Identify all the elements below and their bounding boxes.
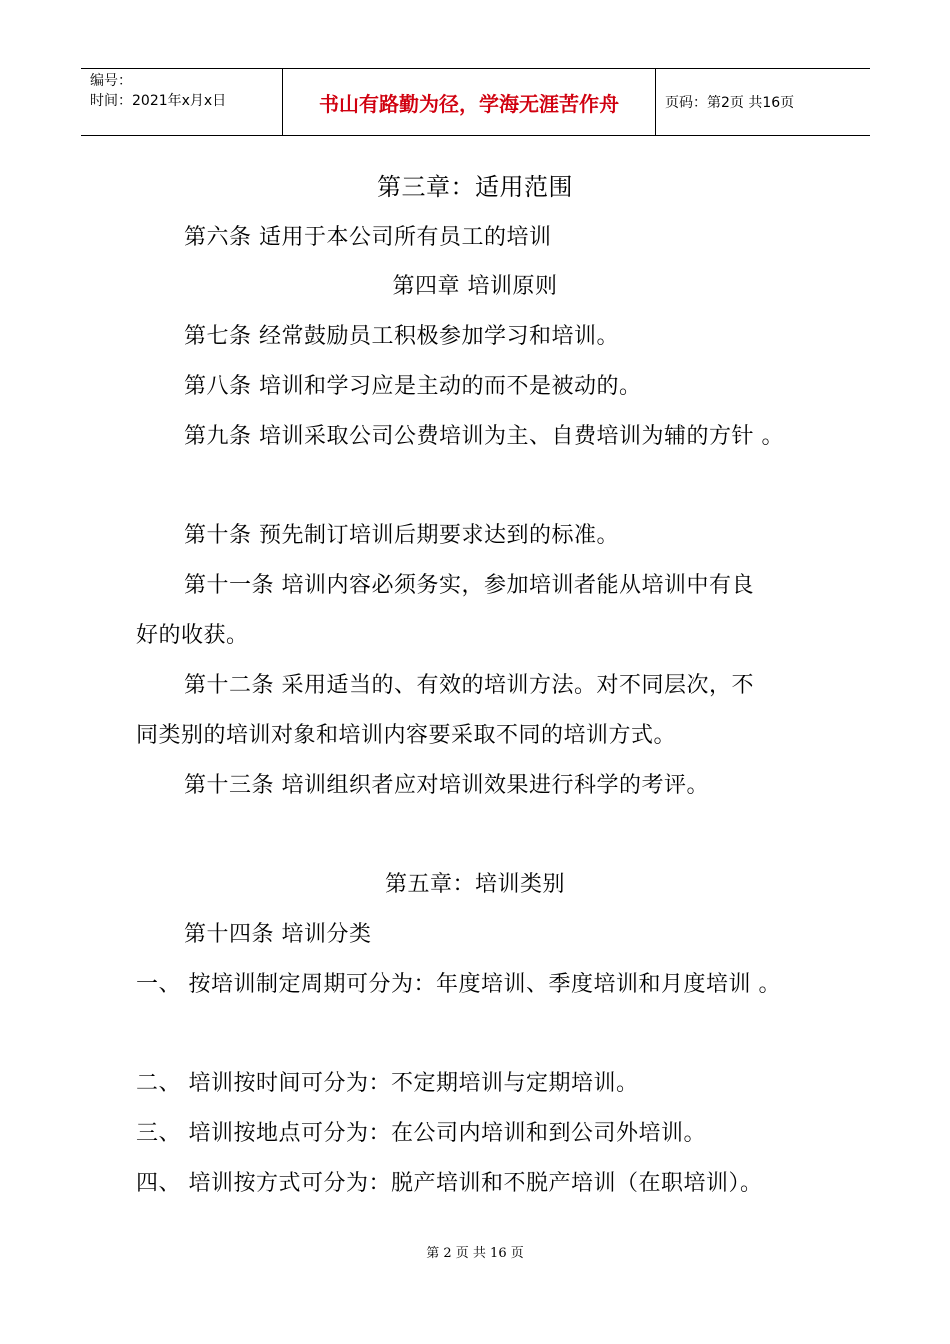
chapter-4-title: 第四章 培训原则 [392,274,558,299]
article-7: 第七条 经常鼓励员工积极参加学习和培训。 [184,324,619,349]
header-motto: 书山有路勤为径，学海无涯苦作舟 [282,69,656,135]
header-page-label: 页码：第2页 共16页 [665,95,795,111]
article-11-line-1: 第十一条 培训内容必须务实，参加培训者能从培训中有良 [184,573,754,598]
article-14: 第十四条 培训分类 [184,922,372,947]
list-item-2: 二、 培训按时间可分为：不定期培训与定期培训。 [136,1071,639,1096]
header-time-label: 时间：2021年x月x日 [90,93,227,109]
article-12-line-2: 同类别的培训对象和培训内容要采取不同的培训方式。 [136,723,677,748]
article-8: 第八条 培训和学习应是主动的而不是被动的。 [184,374,642,399]
chapter-3-title: 第三章：适用范围 [377,173,573,201]
list-item-1: 一、 按培训制定周期可分为：年度培训、季度培训和月度培训 。 [136,972,781,997]
article-6: 第六条 适用于本公司所有员工的培训 [184,225,552,250]
article-11-line-2: 好的收获。 [136,623,249,648]
article-10: 第十条 预先制订培训后期要求达到的标准。 [184,523,619,548]
article-9: 第九条 培训采取公司公费培训为主、自费培训为辅的方针 。 [184,424,784,449]
header-number-label: 编号： [90,73,132,89]
chapter-5-title: 第五章：培训类别 [384,872,565,897]
article-12-line-1: 第十二条 采用适当的、有效的培训方法。对不同层次，不 [184,673,754,698]
header-info-cell [81,69,282,135]
page-footer: 第 2 页 共 16 页 [426,1246,524,1261]
article-13: 第十三条 培训组织者应对培训效果进行科学的考评。 [184,773,709,798]
page-header [81,68,870,136]
list-item-3: 三、 培训按地点可分为：在公司内培训和到公司外培训。 [136,1121,706,1146]
list-item-4: 四、 培训按方式可分为：脱产培训和不脱产培训（在职培训）。 [136,1171,763,1196]
